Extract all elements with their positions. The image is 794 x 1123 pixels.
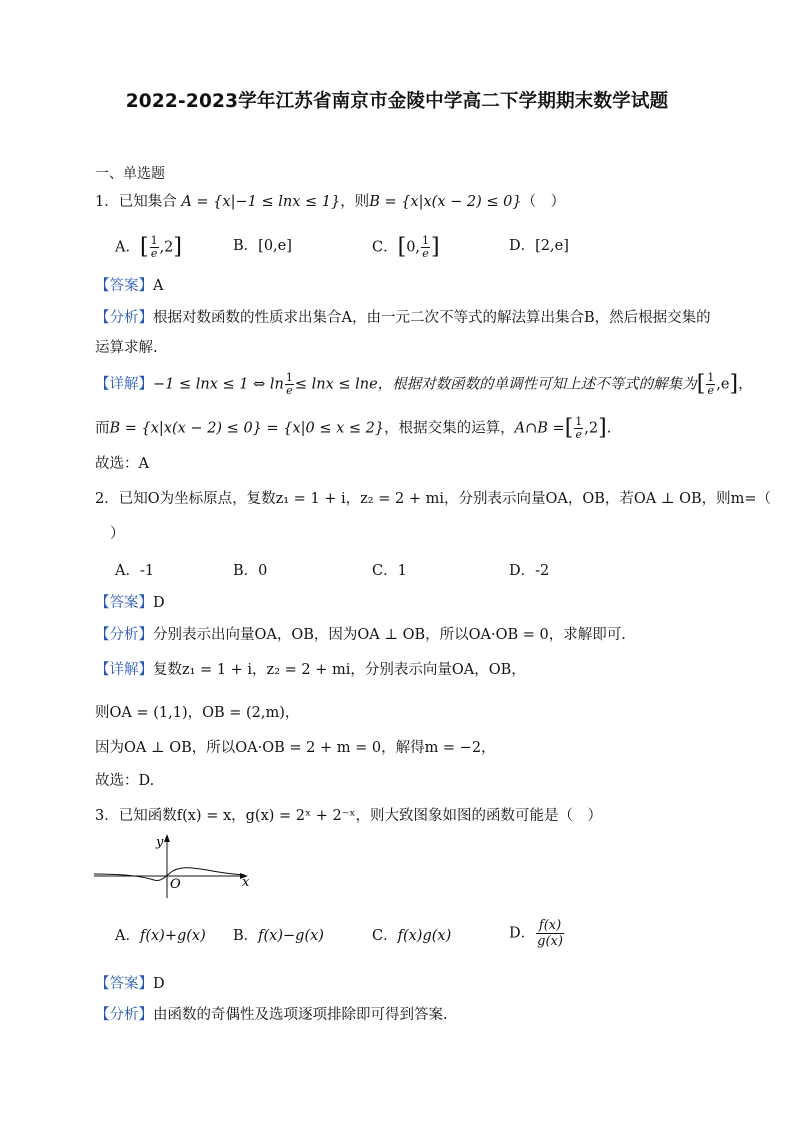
- q2-option-c-label: C．: [372, 563, 398, 579]
- q2-number: 2．: [95, 491, 119, 507]
- q1-option-d[interactable]: [509, 235, 569, 257]
- q1-detail-intersect: A∩B =: [514, 420, 565, 437]
- q3-option-a[interactable]: [115, 925, 206, 947]
- q3-option-b[interactable]: [233, 925, 324, 947]
- q1-conclusion: 故选：A: [95, 456, 149, 472]
- q1-detail-text: ≤ lnx ≤ lne，根据对数函数的单调性可知上述不等式的解集为: [294, 376, 697, 393]
- q2-detail-1: [95, 660, 526, 680]
- q1-detail-ineq: −1 ≤ lnx ≤ 1 ⇔ ln: [153, 376, 284, 393]
- q1-detail-1: 【详解】−1 ≤ lnx ≤ 1 ⇔ ln $\frac{1}{e}$ ≤ lnx ≤ lne，根据对数函数的单调性可知上述不等式的解集为[ $\frac{1}{e}$ ,e]，: [95, 371, 753, 397]
- q1-detail-2c: ，根据交集的运算，: [384, 420, 515, 437]
- q1-text-c: （ ）: [521, 194, 566, 210]
- q2-analysis-text: 分别表示出向量OA，OB，因为OA ⊥ OB，所以OA·OB = 0，求解即可.: [153, 627, 626, 643]
- page-title: 2022-2023学年江苏省南京市金陵中学高二下学期期末数学试题: [125, 91, 669, 112]
- q3-option-c-value: f(x)g(x): [397, 928, 452, 944]
- q2-stem: [95, 489, 771, 509]
- q2-option-c[interactable]: [372, 560, 407, 582]
- q2-option-c-value: 1: [397, 563, 407, 579]
- q1-option-c[interactable]: C．[0, $\frac{1}{e}$ ]: [372, 234, 440, 260]
- y-axis-label: y: [156, 835, 164, 850]
- q1-text-b: ，则: [340, 194, 370, 210]
- y-axis-arrow: [164, 834, 170, 842]
- q2-stem-cont: ）: [110, 526, 125, 542]
- origin-label: O: [170, 877, 181, 892]
- section-heading: 一、单选题: [95, 166, 165, 182]
- q3-analysis: [95, 1005, 448, 1025]
- q1-option-d-value: [2,e]: [535, 238, 569, 254]
- q1-stem: [95, 192, 565, 212]
- q3-option-c[interactable]: [372, 925, 451, 947]
- q3-option-a-value: f(x)+g(x): [139, 928, 206, 944]
- q1-detail-2a: 而: [95, 420, 110, 437]
- q2-option-a[interactable]: [115, 560, 154, 582]
- q1-set-b: B = {x|x(x − 2) ≤ 0}: [369, 194, 522, 210]
- q1-option-b-value: [0,e]: [258, 238, 292, 254]
- q2-option-d-value: -2: [535, 563, 550, 579]
- q3-option-c-label: C．: [372, 928, 398, 944]
- q1-detail-set-b: B = {x|x(x − 2) ≤ 0} = {x|0 ≤ x ≤ 2}: [109, 420, 385, 437]
- q2-option-a-label: A．: [115, 563, 140, 579]
- q3-option-d[interactable]: D． $\frac{f(x)}{g(x)}$: [509, 918, 563, 949]
- q3-text: 已知函数f(x) = x，g(x) = 2ˣ + 2⁻ˣ，则大致图象如图的函数可能是（ ）: [118, 808, 603, 824]
- answer-tag: 【答案】: [95, 595, 153, 611]
- q3-function-graph: [92, 830, 262, 902]
- answer-tag: 【答案】: [95, 278, 153, 294]
- q2-answer: [95, 593, 165, 613]
- q2-detail-3: 因为OA ⊥ OB，所以OA·OB = 2 + m = 0，解得m = −2，: [95, 740, 496, 756]
- q2-option-b-value: 0: [258, 563, 268, 579]
- detail-tag: 【详解】: [95, 376, 153, 393]
- q3-answer: [95, 974, 165, 994]
- q1-answer: [95, 276, 163, 296]
- q1-option-b-label: B．: [233, 238, 259, 254]
- q2-detail-text: 复数z₁ = 1 + i，z₂ = 2 + mi，分别表示向量OA，OB，: [153, 662, 526, 678]
- q1-text-a: 已知集合: [118, 194, 177, 210]
- analysis-tag: 【分析】: [95, 1007, 153, 1023]
- q3-option-b-value: f(x)−g(x): [258, 928, 324, 944]
- q1-analysis-cont: 运算求解.: [95, 340, 158, 356]
- function-curve: [94, 868, 244, 881]
- q1-option-b[interactable]: [233, 235, 292, 257]
- q1-option-d-label: D．: [509, 238, 536, 254]
- q1-analysis: [95, 308, 711, 328]
- q3-analysis-text: 由函数的奇偶性及选项逐项排除即可得到答案.: [153, 1007, 448, 1023]
- q2-option-d-label: D．: [509, 563, 536, 579]
- analysis-tag: 【分析】: [95, 627, 153, 643]
- q3-stem: [95, 806, 602, 826]
- q2-conclusion: 故选：D.: [95, 773, 155, 789]
- q1-analysis-text: 根据对数函数的性质求出集合A，由一元二次不等式的解法算出集合B，然后根据交集的: [153, 310, 711, 326]
- q2-detail-2: 则OA = (1,1)，OB = (2,m)，: [95, 705, 300, 721]
- q2-analysis: [95, 625, 626, 645]
- q1-option-a-label: A．: [115, 239, 140, 256]
- q1-answer-value: A: [153, 278, 164, 294]
- q1-number: 1．: [95, 194, 119, 210]
- q1-detail-2: 而B = {x|x(x − 2) ≤ 0} = {x|0 ≤ x ≤ 2}，根据交集的运算，A∩B =[ $\frac{1}{e}$ ,2].: [95, 415, 612, 441]
- q3-number: 3．: [95, 808, 119, 824]
- q3-option-a-label: A．: [115, 928, 140, 944]
- x-axis-label: x: [242, 875, 250, 890]
- q1-option-a[interactable]: A．[ $\frac{1}{e}$ ,2]: [115, 234, 183, 260]
- q3-answer-value: D: [153, 976, 165, 992]
- q1-option-c-label: C．: [372, 239, 398, 256]
- q3-option-d-label: D．: [509, 925, 536, 942]
- answer-tag: 【答案】: [95, 976, 153, 992]
- q2-text: 已知O为坐标原点，复数z₁ = 1 + i，z₂ = 2 + mi，分别表示向量OA，OB，若OA ⊥ OB，则m=（: [118, 491, 772, 507]
- q2-option-b-label: B．: [233, 563, 259, 579]
- analysis-tag: 【分析】: [95, 310, 153, 326]
- q3-option-b-label: B．: [233, 928, 259, 944]
- q2-option-b[interactable]: [233, 560, 267, 582]
- q2-option-a-value: -1: [139, 563, 155, 579]
- detail-tag: 【详解】: [95, 662, 153, 678]
- q2-answer-value: D: [153, 595, 165, 611]
- q1-set-a: A = {x|−1 ≤ lnx ≤ 1}: [181, 194, 341, 210]
- q2-option-d[interactable]: [509, 560, 549, 582]
